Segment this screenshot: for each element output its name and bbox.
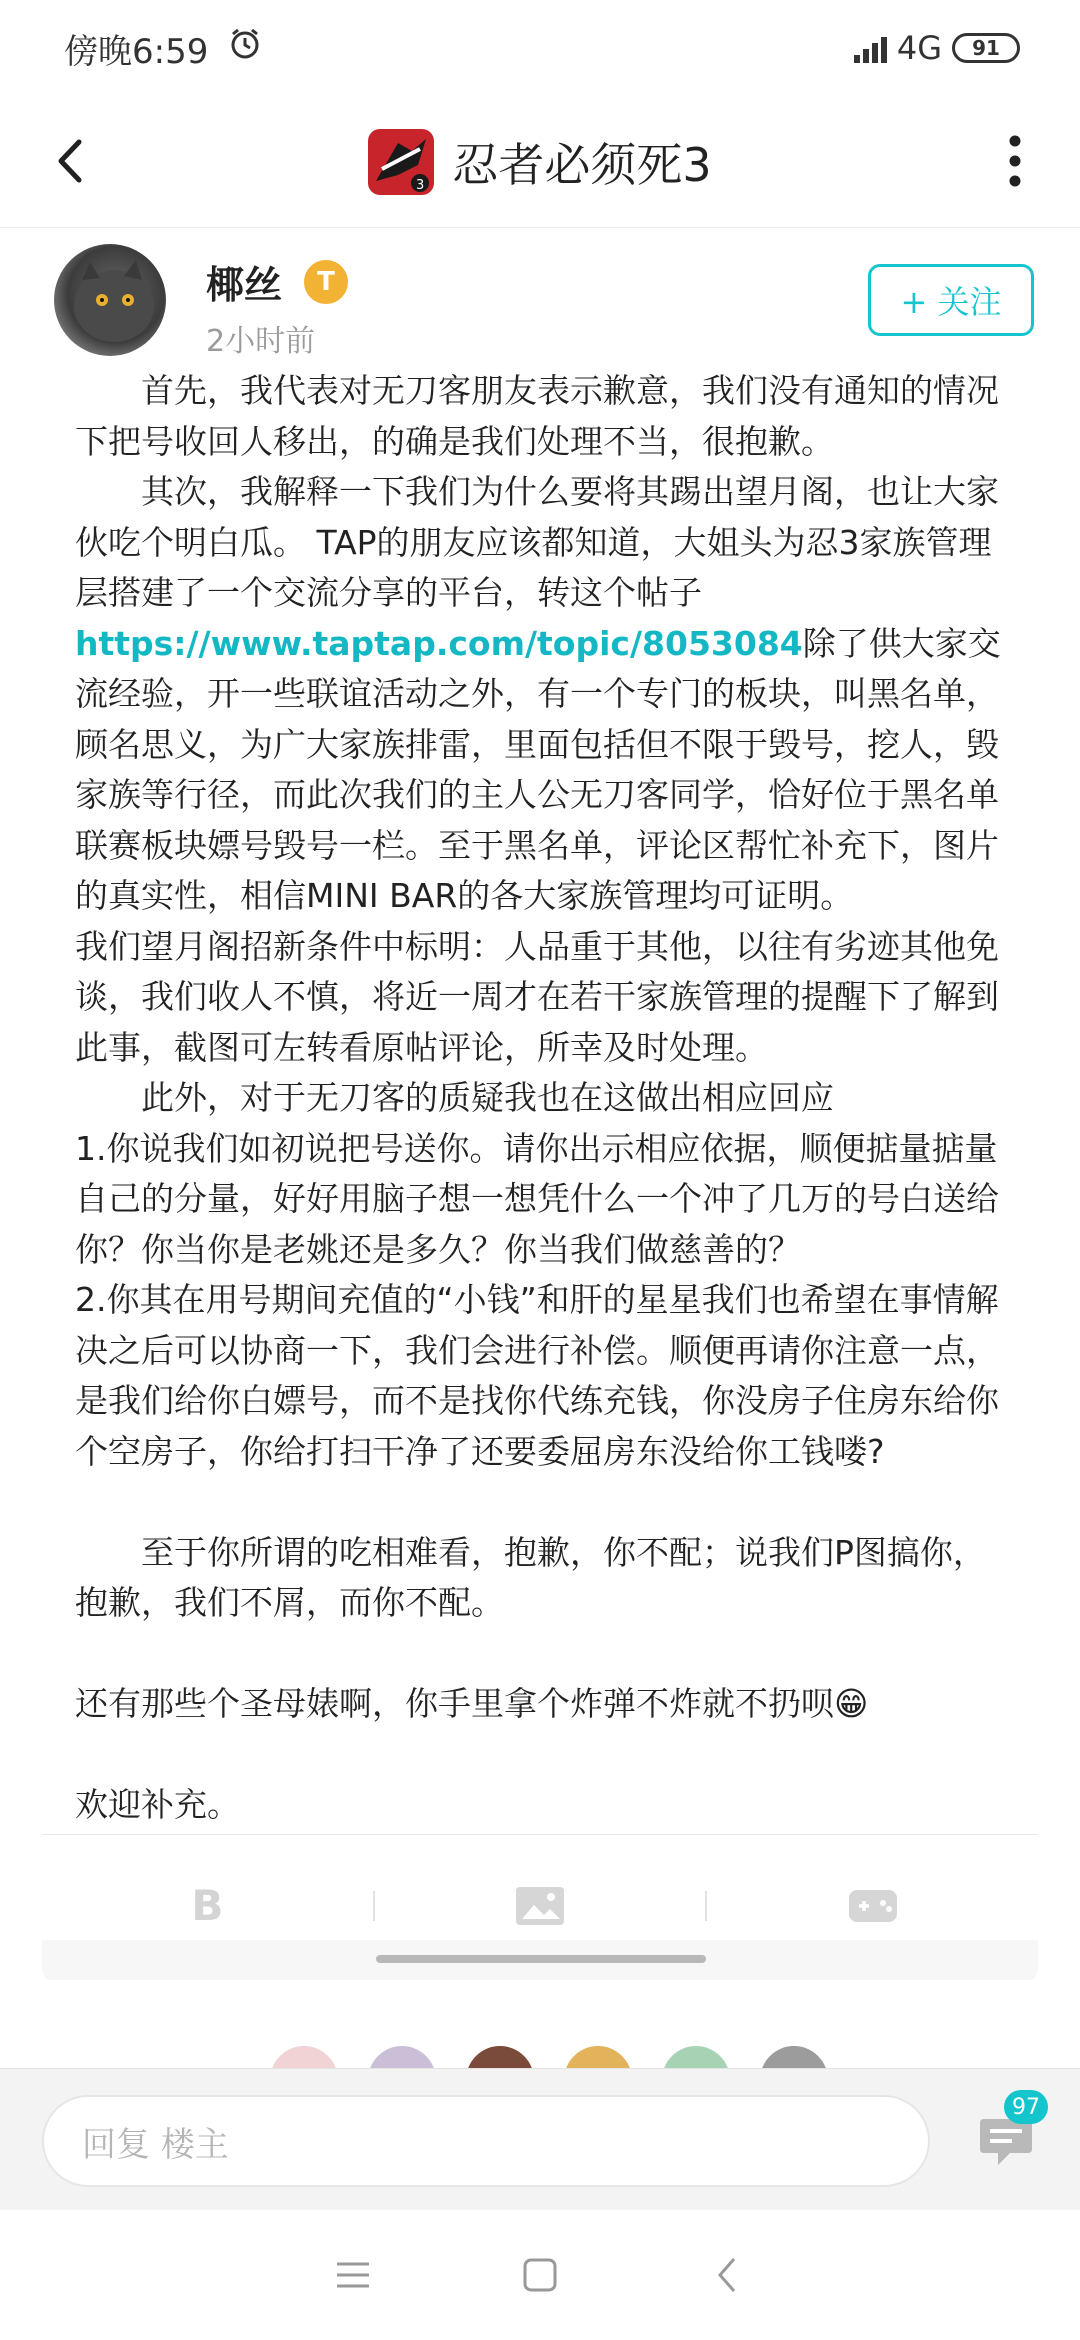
back-triangle-icon (712, 2255, 742, 2295)
gamepad-icon (847, 1886, 899, 1926)
comment-count-badge: 97 (1004, 2090, 1048, 2124)
author-name[interactable]: 椰丝 (206, 263, 283, 307)
level-badge: T (304, 260, 348, 304)
paragraph: 我们望月阁招新条件中标明：人品重于其他，以往有劣迹其他免谈，我们收人不慎，将近一周才在若干家族管理的提醒下了解到此事，截图可左转看原帖评论，所幸及时处理。 (75, 926, 999, 1067)
paragraph: 其次，我解释一下我们为什么要将其踢出望月阁，也让大家伙吃个明白瓜。 TAP的朋友应该都知道，大姐头为忍3家族管理层搭建了一个交流分享的平台，转这个帖子 (75, 472, 999, 612)
avatar[interactable] (54, 244, 166, 356)
page-title: 忍者必须死3 (452, 137, 712, 192)
menu-icon (335, 2260, 371, 2290)
post-time: 2小时前 (206, 324, 316, 359)
signal-icon (854, 33, 887, 63)
back-button[interactable] (36, 126, 106, 196)
avatar[interactable] (368, 2046, 436, 2068)
reply-placeholder: 回复 楼主 (82, 2124, 229, 2165)
more-button[interactable] (980, 126, 1050, 196)
battery-icon (952, 33, 1020, 63)
alarm-icon (228, 27, 262, 70)
avatar[interactable] (270, 2046, 338, 2068)
home-square-icon (522, 2257, 558, 2293)
status-bar (0, 0, 1080, 96)
post-body (75, 366, 1010, 1831)
liker-avatars (270, 2046, 828, 2068)
paragraph: 首先，我代表对无刀客朋友表示歉意，我们没有通知的情况下把号收回人移出，的确是我们处理不当，很抱歉。 (75, 371, 999, 461)
back-arrow-icon (51, 136, 91, 186)
paragraph: 2.你其在用号期间充值的“小钱”和肝的星星我们也希望在事情解决之后可以协商一下，我们会进行补偿。顺便再请你注意一点，是我们给你白嫖号，而不是找你代练充钱，你没房子住房东给你个空房子，你给打扫干净了还要委屈房东没给你工钱喽? (75, 1280, 999, 1471)
battery-level: 91 (972, 36, 1000, 60)
svg-text:3: 3 (416, 177, 425, 193)
avatar[interactable] (662, 2046, 730, 2068)
network-label: 4G (896, 29, 942, 67)
topic-link[interactable]: https://www.taptap.com/topic/8053084 (75, 623, 803, 663)
author-row (54, 244, 1034, 364)
follow-button[interactable] (868, 264, 1034, 336)
reply-bar (0, 2068, 1080, 2210)
toolbar-scroll-thumb[interactable] (376, 1955, 706, 1963)
game-app-icon (368, 129, 434, 195)
back-nav-button[interactable] (697, 2245, 757, 2305)
paragraph: 还有那些个圣母婊啊，你手里拿个炸弹不炸就不扔呗😁 (75, 1684, 869, 1723)
avatar[interactable] (760, 2046, 828, 2068)
paragraph: 至于你所谓的吃相难看，抱歉，你不配；说我们P图搞你，抱歉，我们不屑，而你不配。 (75, 1532, 986, 1622)
follow-label: + 关注 (900, 283, 1002, 321)
paragraph: 此外，对于无刀客的质疑我也在这做出相应回应 (141, 1078, 834, 1117)
paragraph-text: 除了供大家交流经验，开一些联谊活动之外，有一个专门的板块，叫黑名单，顾名思义，为广大家族排雷，里面包括但不限于毁号，挖人，毁家族等行径，而此次我们的主人公无刀客同学，恰好位于黑名单联赛板块嫖号毁号一栏。至于黑名单，评论区帮忙补充下，图片的真实性，相信MINI BAR的各大家族管理均可证明。 (75, 623, 1001, 915)
paragraph (75, 619, 1010, 922)
reply-input[interactable] (42, 2095, 930, 2187)
home-nav-button[interactable] (510, 2245, 570, 2305)
image-icon (514, 1885, 566, 1927)
avatar[interactable] (564, 2046, 632, 2068)
paragraph: 1.你说我们如初说把号送你。请你出示相应依据，顺便掂量掂量自己的分量，好好用脑子想一想凭什么一个冲了几万的号白送给你？你当你是老姚还是多久？你当我们做慈善的？ (75, 1128, 999, 1269)
status-time: 傍晚6:59 (64, 31, 209, 72)
avatar[interactable] (466, 2046, 534, 2068)
menu-nav-button[interactable] (323, 2245, 383, 2305)
bold-icon: B (191, 1881, 224, 1930)
paragraph: 欢迎补充。 (75, 1785, 240, 1824)
more-vertical-icon (1005, 133, 1025, 189)
system-nav-bar (0, 2210, 1080, 2340)
header (0, 96, 1080, 228)
